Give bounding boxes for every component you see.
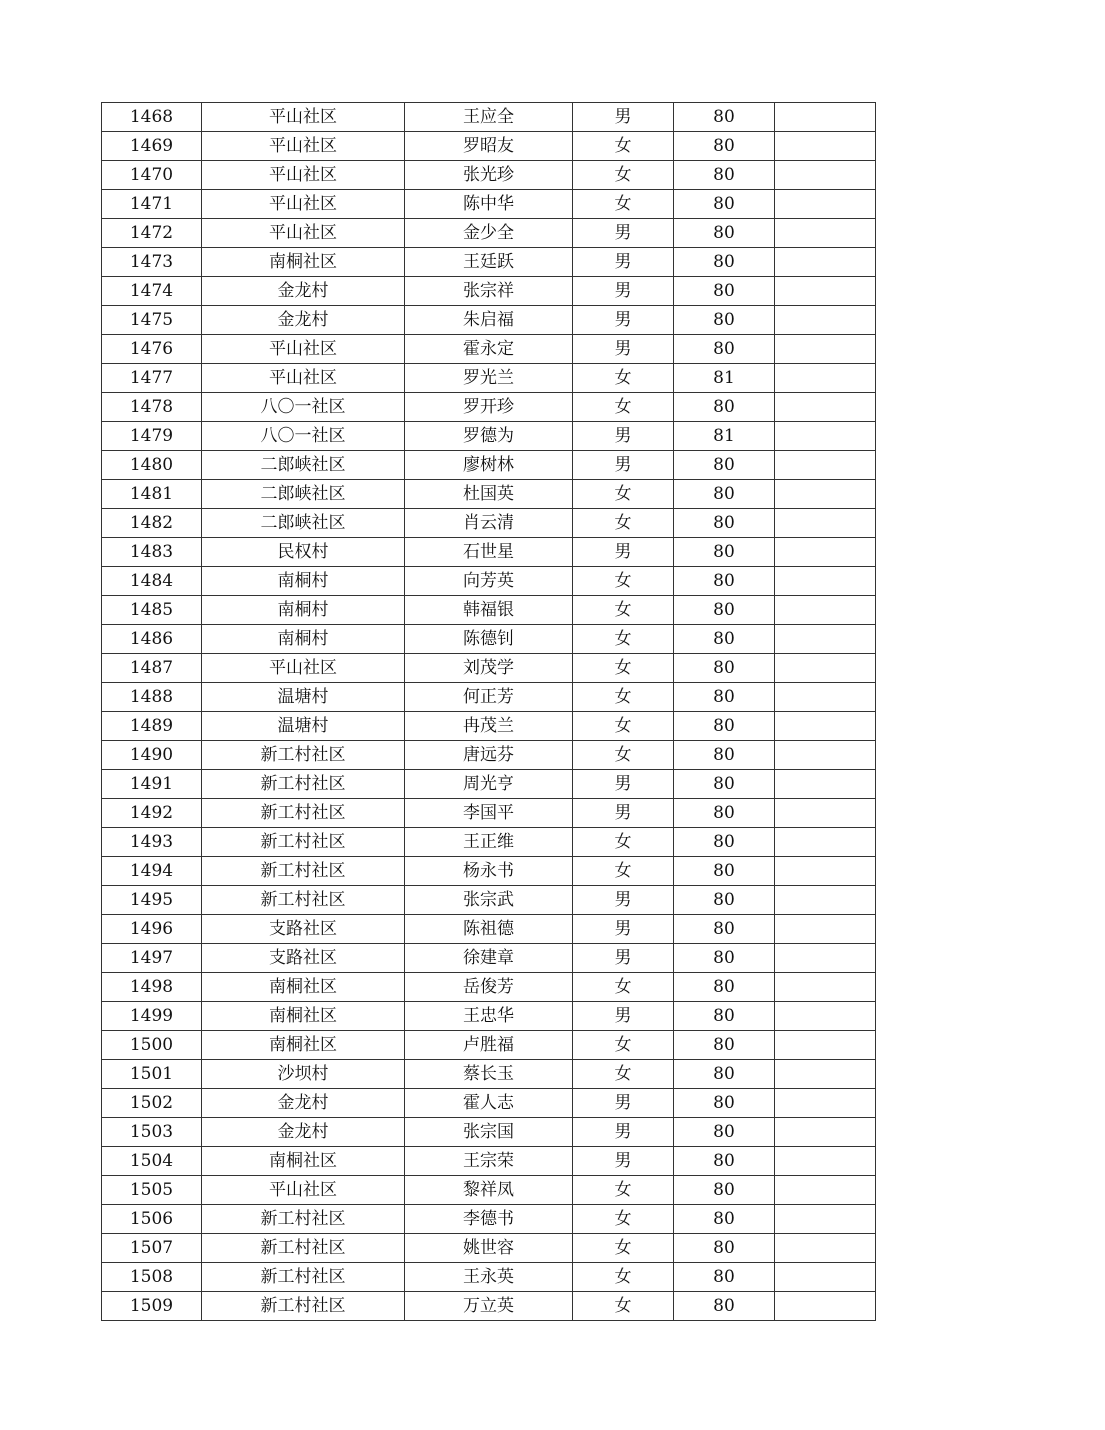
remarks-cell — [775, 422, 876, 451]
name-cell: 周光亨 — [405, 770, 573, 799]
remarks-cell — [775, 1060, 876, 1089]
table-row — [102, 306, 876, 335]
remarks-cell — [775, 306, 876, 335]
gender-cell: 男 — [573, 799, 674, 828]
age-cell: 80 — [674, 654, 775, 683]
table-row — [102, 973, 876, 1002]
community-cell: 南桐社区 — [202, 1147, 405, 1176]
community-cell: 沙坝村 — [202, 1060, 405, 1089]
serial-number-cell: 1501 — [102, 1060, 202, 1089]
community-cell: 温塘村 — [202, 712, 405, 741]
remarks-cell — [775, 1118, 876, 1147]
community-cell: 平山社区 — [202, 103, 405, 132]
table-row — [102, 1263, 876, 1292]
community-cell: 金龙村 — [202, 1118, 405, 1147]
serial-number-cell: 1507 — [102, 1234, 202, 1263]
name-cell: 肖云清 — [405, 509, 573, 538]
age-cell: 80 — [674, 190, 775, 219]
table-row — [102, 770, 876, 799]
remarks-cell — [775, 654, 876, 683]
community-cell: 新工村社区 — [202, 1292, 405, 1321]
gender-cell: 女 — [573, 1205, 674, 1234]
remarks-cell — [775, 973, 876, 1002]
serial-number-cell: 1473 — [102, 248, 202, 277]
remarks-cell — [775, 1089, 876, 1118]
remarks-cell — [775, 799, 876, 828]
community-cell: 支路社区 — [202, 915, 405, 944]
remarks-cell — [775, 886, 876, 915]
name-cell: 罗光兰 — [405, 364, 573, 393]
gender-cell: 女 — [573, 712, 674, 741]
remarks-cell — [775, 1292, 876, 1321]
community-cell: 新工村社区 — [202, 828, 405, 857]
remarks-cell — [775, 915, 876, 944]
name-cell: 张宗武 — [405, 886, 573, 915]
serial-number-cell: 1486 — [102, 625, 202, 654]
serial-number-cell: 1487 — [102, 654, 202, 683]
gender-cell: 女 — [573, 364, 674, 393]
gender-cell: 男 — [573, 219, 674, 248]
gender-cell: 女 — [573, 161, 674, 190]
serial-number-cell: 1503 — [102, 1118, 202, 1147]
serial-number-cell: 1481 — [102, 480, 202, 509]
community-cell: 八〇一社区 — [202, 393, 405, 422]
community-cell: 南桐社区 — [202, 1031, 405, 1060]
serial-number-cell: 1476 — [102, 335, 202, 364]
remarks-cell — [775, 1031, 876, 1060]
age-cell: 80 — [674, 712, 775, 741]
gender-cell: 女 — [573, 1234, 674, 1263]
remarks-cell — [775, 857, 876, 886]
serial-number-cell: 1474 — [102, 277, 202, 306]
remarks-cell — [775, 1147, 876, 1176]
table-row — [102, 1118, 876, 1147]
community-cell: 金龙村 — [202, 277, 405, 306]
remarks-cell — [775, 1234, 876, 1263]
age-cell: 80 — [674, 886, 775, 915]
age-cell: 80 — [674, 944, 775, 973]
name-cell: 王应全 — [405, 103, 573, 132]
gender-cell: 女 — [573, 190, 674, 219]
community-cell: 金龙村 — [202, 1089, 405, 1118]
table-row — [102, 103, 876, 132]
age-cell: 80 — [674, 567, 775, 596]
serial-number-cell: 1500 — [102, 1031, 202, 1060]
gender-cell: 男 — [573, 1118, 674, 1147]
community-cell: 南桐社区 — [202, 248, 405, 277]
remarks-cell — [775, 1263, 876, 1292]
name-cell: 蔡长玉 — [405, 1060, 573, 1089]
community-cell: 新工村社区 — [202, 741, 405, 770]
name-cell: 廖树林 — [405, 451, 573, 480]
remarks-cell — [775, 741, 876, 770]
table-row — [102, 538, 876, 567]
community-cell: 新工村社区 — [202, 1234, 405, 1263]
table-row — [102, 1060, 876, 1089]
serial-number-cell: 1497 — [102, 944, 202, 973]
serial-number-cell: 1469 — [102, 132, 202, 161]
remarks-cell — [775, 132, 876, 161]
table-row — [102, 509, 876, 538]
table-row — [102, 567, 876, 596]
age-cell: 80 — [674, 248, 775, 277]
serial-number-cell: 1508 — [102, 1263, 202, 1292]
name-cell: 冉茂兰 — [405, 712, 573, 741]
gender-cell: 女 — [573, 1176, 674, 1205]
name-cell: 韩福银 — [405, 596, 573, 625]
serial-number-cell: 1477 — [102, 364, 202, 393]
age-cell: 80 — [674, 277, 775, 306]
gender-cell: 女 — [573, 1031, 674, 1060]
name-cell: 卢胜福 — [405, 1031, 573, 1060]
community-cell: 平山社区 — [202, 132, 405, 161]
table-row — [102, 1205, 876, 1234]
name-cell: 陈中华 — [405, 190, 573, 219]
remarks-cell — [775, 277, 876, 306]
table-row — [102, 393, 876, 422]
serial-number-cell: 1505 — [102, 1176, 202, 1205]
age-cell: 80 — [674, 1089, 775, 1118]
age-cell: 80 — [674, 1147, 775, 1176]
remarks-cell — [775, 596, 876, 625]
table-row — [102, 248, 876, 277]
age-cell: 80 — [674, 480, 775, 509]
community-cell: 南桐村 — [202, 596, 405, 625]
age-cell: 80 — [674, 1234, 775, 1263]
name-cell: 霍人志 — [405, 1089, 573, 1118]
community-cell: 平山社区 — [202, 219, 405, 248]
community-cell: 南桐社区 — [202, 1002, 405, 1031]
serial-number-cell: 1471 — [102, 190, 202, 219]
age-cell: 80 — [674, 103, 775, 132]
remarks-cell — [775, 1176, 876, 1205]
roster-table-body — [102, 103, 876, 1321]
gender-cell: 男 — [573, 1089, 674, 1118]
gender-cell: 女 — [573, 683, 674, 712]
table-row — [102, 654, 876, 683]
serial-number-cell: 1506 — [102, 1205, 202, 1234]
name-cell: 霍永定 — [405, 335, 573, 364]
age-cell: 80 — [674, 596, 775, 625]
table-row — [102, 1031, 876, 1060]
serial-number-cell: 1482 — [102, 509, 202, 538]
age-cell: 80 — [674, 625, 775, 654]
gender-cell: 男 — [573, 335, 674, 364]
name-cell: 朱启福 — [405, 306, 573, 335]
table-row — [102, 422, 876, 451]
age-cell: 81 — [674, 422, 775, 451]
serial-number-cell: 1485 — [102, 596, 202, 625]
serial-number-cell: 1475 — [102, 306, 202, 335]
table-row — [102, 741, 876, 770]
community-cell: 支路社区 — [202, 944, 405, 973]
gender-cell: 女 — [573, 1060, 674, 1089]
gender-cell: 女 — [573, 625, 674, 654]
age-cell: 80 — [674, 306, 775, 335]
table-row — [102, 1176, 876, 1205]
age-cell: 80 — [674, 1118, 775, 1147]
age-cell: 80 — [674, 973, 775, 1002]
community-cell: 二郎峡社区 — [202, 451, 405, 480]
gender-cell: 女 — [573, 509, 674, 538]
table-row — [102, 1002, 876, 1031]
gender-cell: 男 — [573, 538, 674, 567]
age-cell: 80 — [674, 161, 775, 190]
serial-number-cell: 1488 — [102, 683, 202, 712]
community-cell: 新工村社区 — [202, 1263, 405, 1292]
gender-cell: 女 — [573, 132, 674, 161]
remarks-cell — [775, 1205, 876, 1234]
age-cell: 80 — [674, 1263, 775, 1292]
table-row — [102, 190, 876, 219]
age-cell: 80 — [674, 915, 775, 944]
community-cell: 平山社区 — [202, 161, 405, 190]
gender-cell: 女 — [573, 393, 674, 422]
age-cell: 80 — [674, 219, 775, 248]
gender-cell: 女 — [573, 596, 674, 625]
remarks-cell — [775, 567, 876, 596]
table-row — [102, 1292, 876, 1321]
remarks-cell — [775, 451, 876, 480]
community-cell: 新工村社区 — [202, 799, 405, 828]
community-cell: 新工村社区 — [202, 857, 405, 886]
gender-cell: 男 — [573, 1002, 674, 1031]
table-row — [102, 596, 876, 625]
table-row — [102, 335, 876, 364]
name-cell: 张光珍 — [405, 161, 573, 190]
serial-number-cell: 1491 — [102, 770, 202, 799]
table-row — [102, 828, 876, 857]
gender-cell: 男 — [573, 277, 674, 306]
age-cell: 80 — [674, 1031, 775, 1060]
serial-number-cell: 1483 — [102, 538, 202, 567]
serial-number-cell: 1484 — [102, 567, 202, 596]
age-cell: 81 — [674, 364, 775, 393]
serial-number-cell: 1468 — [102, 103, 202, 132]
community-cell: 南桐村 — [202, 625, 405, 654]
serial-number-cell: 1499 — [102, 1002, 202, 1031]
community-cell: 金龙村 — [202, 306, 405, 335]
name-cell: 李德书 — [405, 1205, 573, 1234]
remarks-cell — [775, 770, 876, 799]
name-cell: 陈德钊 — [405, 625, 573, 654]
gender-cell: 男 — [573, 944, 674, 973]
community-cell: 平山社区 — [202, 364, 405, 393]
serial-number-cell: 1504 — [102, 1147, 202, 1176]
serial-number-cell: 1492 — [102, 799, 202, 828]
name-cell: 向芳英 — [405, 567, 573, 596]
serial-number-cell: 1489 — [102, 712, 202, 741]
community-cell: 二郎峡社区 — [202, 509, 405, 538]
serial-number-cell: 1470 — [102, 161, 202, 190]
name-cell: 张宗祥 — [405, 277, 573, 306]
name-cell: 王廷跃 — [405, 248, 573, 277]
serial-number-cell: 1479 — [102, 422, 202, 451]
gender-cell: 女 — [573, 567, 674, 596]
remarks-cell — [775, 335, 876, 364]
remarks-cell — [775, 944, 876, 973]
community-cell: 南桐社区 — [202, 973, 405, 1002]
serial-number-cell: 1494 — [102, 857, 202, 886]
community-cell: 新工村社区 — [202, 886, 405, 915]
serial-number-cell: 1480 — [102, 451, 202, 480]
name-cell: 刘茂学 — [405, 654, 573, 683]
table-row — [102, 625, 876, 654]
age-cell: 80 — [674, 741, 775, 770]
gender-cell: 女 — [573, 1263, 674, 1292]
age-cell: 80 — [674, 451, 775, 480]
remarks-cell — [775, 625, 876, 654]
table-row — [102, 712, 876, 741]
remarks-cell — [775, 712, 876, 741]
gender-cell: 女 — [573, 973, 674, 1002]
table-row — [102, 1089, 876, 1118]
remarks-cell — [775, 480, 876, 509]
remarks-cell — [775, 103, 876, 132]
gender-cell: 女 — [573, 480, 674, 509]
table-row — [102, 219, 876, 248]
name-cell: 姚世容 — [405, 1234, 573, 1263]
remarks-cell — [775, 683, 876, 712]
age-cell: 80 — [674, 335, 775, 364]
community-cell: 平山社区 — [202, 335, 405, 364]
table-row — [102, 480, 876, 509]
serial-number-cell: 1493 — [102, 828, 202, 857]
age-cell: 80 — [674, 538, 775, 567]
name-cell: 何正芳 — [405, 683, 573, 712]
community-cell: 民权村 — [202, 538, 405, 567]
name-cell: 罗昭友 — [405, 132, 573, 161]
serial-number-cell: 1495 — [102, 886, 202, 915]
remarks-cell — [775, 828, 876, 857]
gender-cell: 男 — [573, 915, 674, 944]
community-cell: 八〇一社区 — [202, 422, 405, 451]
name-cell: 徐建章 — [405, 944, 573, 973]
gender-cell: 男 — [573, 103, 674, 132]
remarks-cell — [775, 161, 876, 190]
age-cell: 80 — [674, 1176, 775, 1205]
remarks-cell — [775, 248, 876, 277]
remarks-cell — [775, 190, 876, 219]
age-cell: 80 — [674, 509, 775, 538]
community-cell: 平山社区 — [202, 190, 405, 219]
age-cell: 80 — [674, 393, 775, 422]
age-cell: 80 — [674, 1205, 775, 1234]
table-row — [102, 683, 876, 712]
gender-cell: 女 — [573, 654, 674, 683]
community-cell: 平山社区 — [202, 654, 405, 683]
gender-cell: 男 — [573, 422, 674, 451]
gender-cell: 女 — [573, 828, 674, 857]
gender-cell: 女 — [573, 1292, 674, 1321]
age-cell: 80 — [674, 770, 775, 799]
age-cell: 80 — [674, 1060, 775, 1089]
name-cell: 唐远芬 — [405, 741, 573, 770]
name-cell: 杜国英 — [405, 480, 573, 509]
name-cell: 王永英 — [405, 1263, 573, 1292]
serial-number-cell: 1490 — [102, 741, 202, 770]
community-cell: 新工村社区 — [202, 770, 405, 799]
table-row — [102, 161, 876, 190]
remarks-cell — [775, 219, 876, 248]
name-cell: 岳俊芳 — [405, 973, 573, 1002]
community-cell: 南桐村 — [202, 567, 405, 596]
name-cell: 石世星 — [405, 538, 573, 567]
gender-cell: 男 — [573, 306, 674, 335]
name-cell: 陈祖德 — [405, 915, 573, 944]
community-cell: 温塘村 — [202, 683, 405, 712]
name-cell: 万立英 — [405, 1292, 573, 1321]
gender-cell: 男 — [573, 248, 674, 277]
age-cell: 80 — [674, 1002, 775, 1031]
name-cell: 金少全 — [405, 219, 573, 248]
gender-cell: 女 — [573, 857, 674, 886]
remarks-cell — [775, 509, 876, 538]
name-cell: 王宗荣 — [405, 1147, 573, 1176]
table-row — [102, 277, 876, 306]
gender-cell: 男 — [573, 1147, 674, 1176]
table-row — [102, 799, 876, 828]
age-cell: 80 — [674, 857, 775, 886]
serial-number-cell: 1478 — [102, 393, 202, 422]
remarks-cell — [775, 538, 876, 567]
name-cell: 王忠华 — [405, 1002, 573, 1031]
name-cell: 罗开珍 — [405, 393, 573, 422]
table-row — [102, 132, 876, 161]
name-cell: 杨永书 — [405, 857, 573, 886]
name-cell: 张宗国 — [405, 1118, 573, 1147]
gender-cell: 女 — [573, 741, 674, 770]
table-row — [102, 886, 876, 915]
age-cell: 80 — [674, 799, 775, 828]
age-cell: 80 — [674, 828, 775, 857]
table-row — [102, 451, 876, 480]
table-row — [102, 857, 876, 886]
community-cell: 新工村社区 — [202, 1205, 405, 1234]
gender-cell: 男 — [573, 770, 674, 799]
name-cell: 罗德为 — [405, 422, 573, 451]
gender-cell: 男 — [573, 886, 674, 915]
table-row — [102, 1147, 876, 1176]
serial-number-cell: 1498 — [102, 973, 202, 1002]
name-cell: 黎祥凤 — [405, 1176, 573, 1205]
serial-number-cell: 1502 — [102, 1089, 202, 1118]
name-cell: 李国平 — [405, 799, 573, 828]
roster-table — [101, 102, 876, 1321]
serial-number-cell: 1509 — [102, 1292, 202, 1321]
age-cell: 80 — [674, 132, 775, 161]
serial-number-cell: 1496 — [102, 915, 202, 944]
community-cell: 平山社区 — [202, 1176, 405, 1205]
table-row — [102, 944, 876, 973]
table-row — [102, 915, 876, 944]
remarks-cell — [775, 1002, 876, 1031]
remarks-cell — [775, 393, 876, 422]
remarks-cell — [775, 364, 876, 393]
age-cell: 80 — [674, 1292, 775, 1321]
table-row — [102, 1234, 876, 1263]
name-cell: 王正维 — [405, 828, 573, 857]
community-cell: 二郎峡社区 — [202, 480, 405, 509]
age-cell: 80 — [674, 683, 775, 712]
table-row — [102, 364, 876, 393]
serial-number-cell: 1472 — [102, 219, 202, 248]
gender-cell: 男 — [573, 451, 674, 480]
